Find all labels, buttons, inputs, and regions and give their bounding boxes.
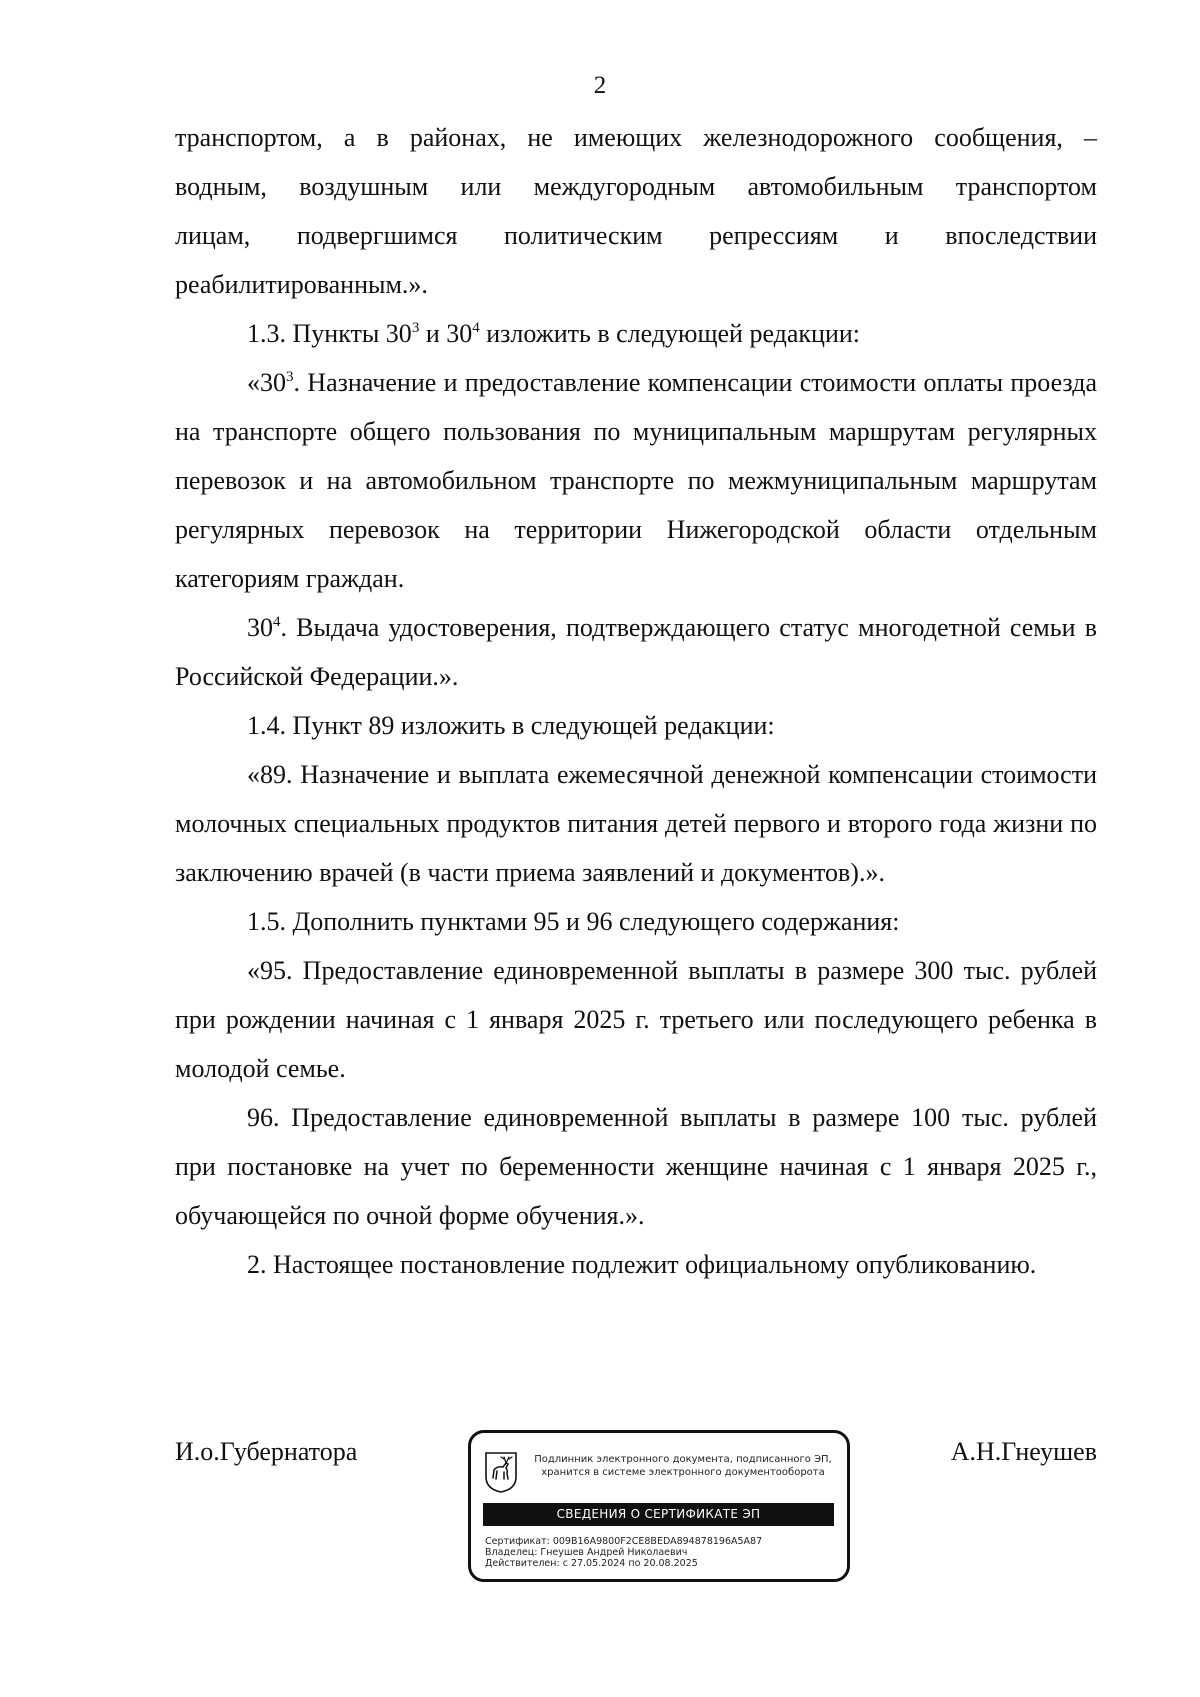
- text-run: . Выдача удостоверения, подтверждающего статус многодетной семьи в Российской Федерации.».: [175, 613, 1097, 691]
- text-run: и 30: [419, 319, 473, 348]
- certificate-validity: Действителен: с 27.05.2024 по 20.08.2025: [485, 1558, 698, 1569]
- paragraph-line: лицам, подвергшимся политическим репрессиям и впоследствии: [175, 221, 1097, 250]
- paragraph-30-4: [175, 603, 1097, 701]
- paragraph-1-5: 1.5. Дополнить пунктами 95 и 96 следующего содержания:: [247, 907, 900, 936]
- text-run: 30: [247, 613, 273, 642]
- certificate-owner: Владелец: Гнеушев Андрей Николаевич: [485, 1547, 688, 1558]
- signatory-position: И.о.Губернатора: [175, 1437, 358, 1466]
- page-number: 2: [593, 72, 607, 99]
- stamp-details: [485, 1536, 835, 1569]
- stamp-header: [523, 1453, 843, 1479]
- paragraph-1-3: [175, 309, 1097, 358]
- paragraph-2: 2. Настоящее постановление подлежит официальному опубликованию.: [247, 1250, 1037, 1279]
- paragraph-line: водным, воздушным или междугородным автомобильным транспортом: [175, 172, 1097, 201]
- certificate-number: Сертификат: 009B16A9800F2CE8BEDA894878196A5A87: [485, 1536, 763, 1547]
- signatory-name: А.Н.Гнеушев: [950, 1437, 1097, 1466]
- paragraph-line: реабилитированным.».: [175, 270, 428, 299]
- text-run: изложить в следующей редакции:: [479, 319, 861, 348]
- superscript: 3: [286, 369, 294, 385]
- paragraph-line: транспортом, а в районах, не имеющих железнодорожного сообщения, –: [175, 123, 1097, 152]
- stamp-title: СВЕДЕНИЯ О СЕРТИФИКАТЕ ЭП: [483, 1503, 834, 1526]
- stamp-header-line: Подлинник электронного документа, подписанного ЭП,: [534, 1454, 832, 1465]
- text-run: . Назначение и предоставление компенсации стоимости оплаты проезда на транспорте общего пользования по муниципальным маршрутам регулярных перевозок и на автомобильном транспорте по межмуниципальным маршрутам регулярных перевозок на территории Нижегородской области отдельным категориям граждан.: [175, 368, 1097, 593]
- stamp-header-line: хранится в системе электронного документооборота: [541, 1467, 825, 1478]
- superscript: 4: [472, 320, 480, 336]
- superscript: 3: [411, 320, 420, 336]
- paragraph-1-4: 1.4. Пункт 89 изложить в следующей редакции:: [247, 711, 775, 740]
- superscript: 4: [273, 614, 281, 630]
- paragraph-30-3: [175, 358, 1097, 603]
- deer-coat-of-arms-icon: [484, 1451, 518, 1493]
- paragraph-89: «89. Назначение и выплата ежемесячной денежной компенсации стоимости молочных специальных продуктов питания детей первого и второго года жизни по заключению врачей (в части приема заявлений и документов).».: [175, 760, 1097, 887]
- electronic-signature-stamp: [468, 1430, 850, 1582]
- paragraph-96: 96. Предоставление единовременной выплаты в размере 100 тыс. рублей при постановке на учет по беременности женщине начиная с 1 января 2025 г., обучающейся по очной форме обучения.».: [175, 1103, 1097, 1230]
- paragraph-95: «95. Предоставление единовременной выплаты в размере 300 тыс. рублей при рождении начиная с 1 января 2025 г. третьего или последующего ребенка в молодой семье.: [175, 956, 1097, 1083]
- text-run: «30: [247, 368, 286, 397]
- document-body: [175, 113, 1097, 1289]
- text-run: 1.3. Пункты 30: [247, 319, 412, 348]
